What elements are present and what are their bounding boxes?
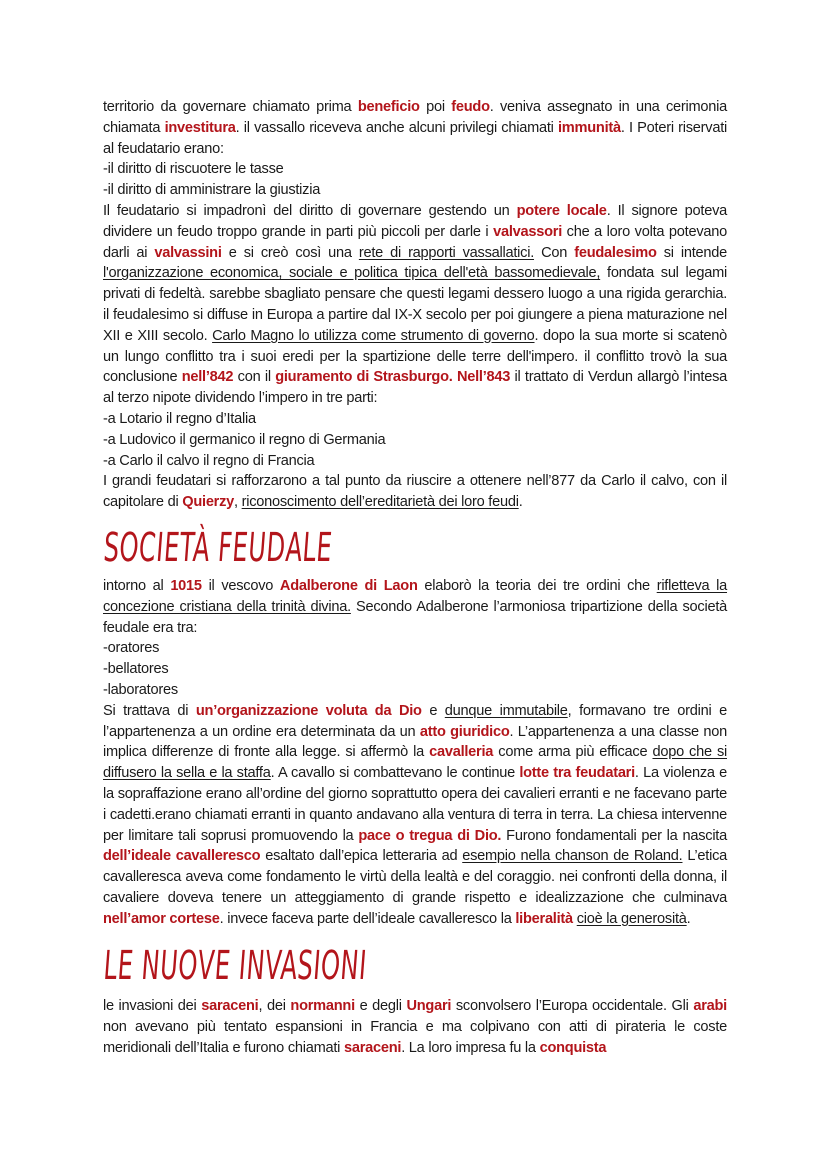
text-run: -a Lotario il regno d’Italia [103, 410, 256, 427]
section-societa-feudale-text [103, 576, 727, 930]
text-run: con il [233, 369, 276, 386]
text-run: esaltato dall’epica letteraria ad [260, 848, 463, 865]
highlighted-term: saraceni [343, 1039, 402, 1056]
list-item [103, 159, 727, 180]
text-run: -a Carlo il calvo il regno di Francia [103, 452, 315, 469]
text-run: , formavano tre ordini e l’appartenenza a un ordine era determinata da un [103, 702, 727, 740]
underlined-text: cioè la generosità [576, 910, 687, 927]
text-run: I grandi feudatari si rafforzarono a tal punto da riuscire a ottenere nell’877 da Carlo il calvo, con il capitolare di [103, 473, 727, 511]
text-run: fondata sul legami privati di fedeltà. sarebbe sbagliato pensare che questi legami dessero luogo a una rigida gerarchia. il feudalesimo si diffuse in Europa a partire dal IX-X secolo per poi giungere a piena maturazione nel XII e XIII secolo. [103, 265, 727, 344]
text-run: -laboratores [103, 681, 178, 698]
text-run: , dei [258, 998, 291, 1014]
list-item [103, 659, 727, 680]
text-run: -bellatores [103, 661, 169, 678]
text-run: territorio da governare chiamato prima [103, 99, 358, 115]
text-run: . L’appartenenza a una classe non implica differenze di fronte alla legge. si affermò la [103, 723, 727, 761]
text-run: -il diritto di riscuotere le tasse [103, 161, 284, 178]
underlined-text: l'organizzazione economica, sociale e politica tipica dell'età bassomedievale, [103, 265, 601, 282]
underlined-text: esempio nella chanson de Roland. [462, 848, 683, 865]
text-run: . A cavallo si combattevano le continue [270, 765, 520, 782]
text-run: , [234, 494, 242, 511]
text-run: Si trattava di [103, 702, 196, 719]
highlighted-term: Adalberone di Laon [279, 578, 418, 594]
underlined-text: riconoscimento dell’ereditarietà dei loro feudi [241, 494, 519, 511]
highlighted-term: immunità [558, 119, 621, 136]
underlined-text: dopo che si diffusero la sella e la staffa [103, 744, 727, 782]
text-run: . dopo la sua morte si scatenò un lungo conflitto tra i suoi eredi per la spartizione delle terre dell'impero. il conflitto trovò la sua conclusione [103, 327, 727, 386]
highlighted-term: nell’amor cortese [103, 910, 220, 927]
highlighted-term: feudalesimo [574, 244, 657, 261]
highlighted-term: beneficio [357, 99, 420, 115]
text-run: . [518, 494, 523, 511]
text-run: Il feudatario si impadronì del diritto di governare gestendo un [103, 202, 517, 219]
heading-nuove-invasioni: LE NUOVE INVASIONI [102, 943, 368, 989]
list-item [103, 680, 727, 701]
highlighted-term: nell’842 [181, 369, 234, 386]
list-item [103, 180, 727, 201]
highlighted-term: Quierzy [182, 494, 235, 511]
text-run: e [421, 702, 445, 719]
highlighted-term: liberalità [515, 910, 573, 927]
heading-societa-feudale: SOCIETÀ FEUDALE [102, 525, 334, 571]
underlined-text: dunque immutabile [444, 702, 568, 719]
highlighted-term: conquista [539, 1039, 607, 1056]
text-run: Con [534, 244, 575, 261]
underlined-text: rifletteva la concezione cristiana della trinità divina. [103, 578, 728, 615]
highlighted-term: lotte tra feudatari [519, 765, 635, 782]
text-run: si intende [656, 244, 727, 261]
text-run: -oratores [103, 640, 160, 657]
highlighted-term: arabi [693, 998, 727, 1014]
highlighted-term: potere locale [516, 202, 607, 219]
text-run: e degli [354, 998, 407, 1014]
text-run: che a loro volta potevano darli ai [103, 223, 727, 261]
text-run: . I Poteri riservati al feudatario erano: [103, 119, 727, 157]
list-item [103, 638, 727, 659]
list-item [103, 451, 727, 472]
list-item [103, 409, 727, 430]
highlighted-term: atto giuridico [419, 723, 510, 740]
highlighted-term: Ungari [406, 998, 452, 1014]
highlighted-term: 1015 [170, 578, 202, 594]
highlighted-term: feudo [451, 99, 490, 115]
highlighted-term: pace o tregua di Dio. [358, 827, 502, 844]
text-run: e si creò così una [221, 244, 359, 261]
highlighted-term: normanni [290, 998, 355, 1014]
highlighted-term: dell’ideale cavalleresco [103, 848, 261, 865]
highlighted-term: un’organizzazione voluta da Dio [195, 702, 422, 719]
text-run: come arma più efficace [493, 744, 653, 761]
highlighted-term: giuramento di Strasburgo. Nell’843 [275, 369, 511, 386]
text-run: -il diritto di amministrare la giustizia [103, 182, 321, 199]
text-run: Secondo Adalberone l’armoniosa tripartizione della società feudale era tra: [103, 598, 727, 636]
text-run: . Il signore poteva dividere un feudo troppo grande in parti più piccoli per darle i [103, 202, 728, 240]
highlighted-term: investitura [164, 119, 236, 136]
text-run: Furono fondamentali per la nascita [501, 827, 727, 844]
list-item [103, 430, 727, 451]
text-run: poi [419, 99, 452, 115]
text-run: . [686, 910, 691, 927]
highlighted-term: valvassini [154, 244, 222, 261]
section-nuove-invasioni-text [103, 996, 727, 1058]
highlighted-term: saraceni [201, 998, 259, 1014]
text-run: . il vassallo riceveva anche alcuni privilegi chiamati [235, 119, 558, 136]
text-run: -a Ludovico il germanico il regno di Germania [103, 431, 386, 448]
text-run: il vescovo [201, 578, 280, 594]
underlined-text: rete di rapporti vassallatici. [358, 244, 535, 261]
highlighted-term: cavalleria [429, 744, 494, 761]
paragraph [103, 576, 727, 638]
paragraph [103, 701, 727, 930]
paragraph [103, 996, 727, 1058]
text-run: elaborò la teoria dei tre ordini che [417, 578, 657, 594]
text-run: sconvolsero l’Europa occidentale. Gli [451, 998, 694, 1014]
text-run: le invasioni dei [103, 998, 202, 1014]
text-run: intorno al [103, 578, 171, 594]
paragraph [103, 97, 727, 159]
highlighted-term: valvassori [493, 223, 562, 240]
text-run: . invece faceva parte dell’ideale cavalleresco la [219, 910, 516, 927]
text-run: . veniva assegnato in una cerimonia chiamata [103, 99, 727, 136]
text-run: . La loro impresa fu la [401, 1039, 540, 1056]
underlined-text: Carlo Magno lo utilizza come strumento di governo [212, 327, 535, 344]
section-feudalism-text [103, 97, 727, 513]
paragraph [103, 201, 727, 409]
paragraph [103, 471, 727, 513]
text-run: . La violenza e la sopraffazione erano all’ordine del giorno soprattutto opera dei cavalieri erranti e ne facevano parte i cadetti.erano chiamati erranti in quanto andavano alla ventura di terra in terra. La chiesa intervenne per limitare tali soprusi promuovendo la [103, 765, 727, 844]
text-run: il trattato di Verdun allargò l’intesa al terzo nipote dividendo l’impero in tre parti: [103, 369, 727, 407]
text-run: L’etica cavalleresca aveva come fondamento le virtù della lealtà e del coraggio. nei confronti della donna, il cavaliere doveva tenere un atteggiamento di grande rispetto e idealizzazione che culminava [103, 848, 727, 906]
text-run: non avevano più tentato espansioni in Francia e ma colpivano con atti di pirateria le coste meridionali dell’Italia e furono chiamati [103, 1018, 727, 1056]
